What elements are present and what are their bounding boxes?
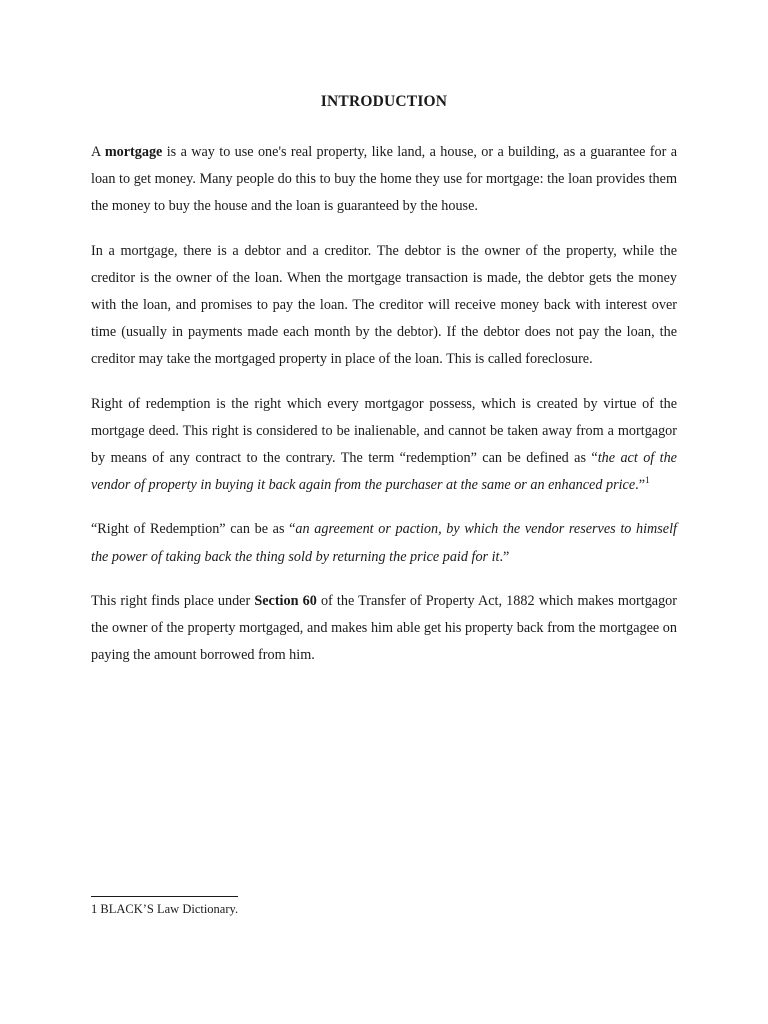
footnote-reference[interactable]: 1 (645, 476, 650, 487)
paragraph-text: This right finds place under (91, 592, 255, 609)
paragraph-text: “Right of Redemption” can be as “ (91, 521, 296, 538)
paragraph-section-60 (91, 588, 677, 670)
bold-term-mortgage: mortgage (104, 144, 163, 160)
paragraph-text: A (91, 144, 105, 160)
page-title: INTRODUCTION (320, 93, 448, 110)
footnote-text: 1 BLACK’S Law Dictionary. (91, 902, 239, 916)
paragraph-right-of-redemption (91, 391, 677, 500)
bold-term-section-60: Section 60 (254, 592, 317, 609)
document-body (91, 139, 677, 686)
paragraph-redemption-agreement (91, 516, 677, 570)
paragraph-text: .” (635, 477, 646, 494)
paragraph-text: of the Transfer of Property Act, 1882 which makes mortgagor the owner of the property mortgaged, and makes him able get his property back from the mortgagee on paying the amount borrowed from him. (91, 592, 677, 664)
paragraph-mortgage-definition (91, 139, 677, 221)
italic-quote-agreement: an agreement or paction, by which the vendor reserves to himself the power of taking back the thing sold by returning the price paid for it (91, 521, 677, 565)
paragraph-debtor-creditor (91, 238, 677, 374)
paragraph-text: In a mortgage, there is a debtor and a creditor. The debtor is the owner of the property, while the creditor is the owner of the loan. When the mortgage transaction is made, the debtor gets the money with the loan, and promises to pay the loan. The creditor will receive money back with interest over time (usually in payments made each month by the debtor). If the debtor does not pay the loan, the creditor may take the mortgaged property in place of the loan. This is called foreclosure. (91, 242, 677, 368)
paragraph-text: .” (499, 548, 510, 565)
paragraph-text: Right of redemption is the right which every mortgagor possess, which is created by virtue of the mortgage deed. This right is considered to be inalienable, and cannot be taken away from a mortgagor by means of any contract to the contrary. The term “redemption” can be defined as “ (91, 395, 677, 467)
italic-quote-redemption: the act of the vendor of property in buying it back again from the purchaser at the same or an enhanced price (91, 450, 677, 494)
paragraph-text: is a way to use one's real property, like land, a house, or a building, as a guarantee for a loan to get money. Many people do this to buy the home they use for mortgage: the loan provides them the money to buy the house and the loan is guaranteed by the house. (91, 144, 677, 215)
footnote-divider (91, 896, 238, 897)
